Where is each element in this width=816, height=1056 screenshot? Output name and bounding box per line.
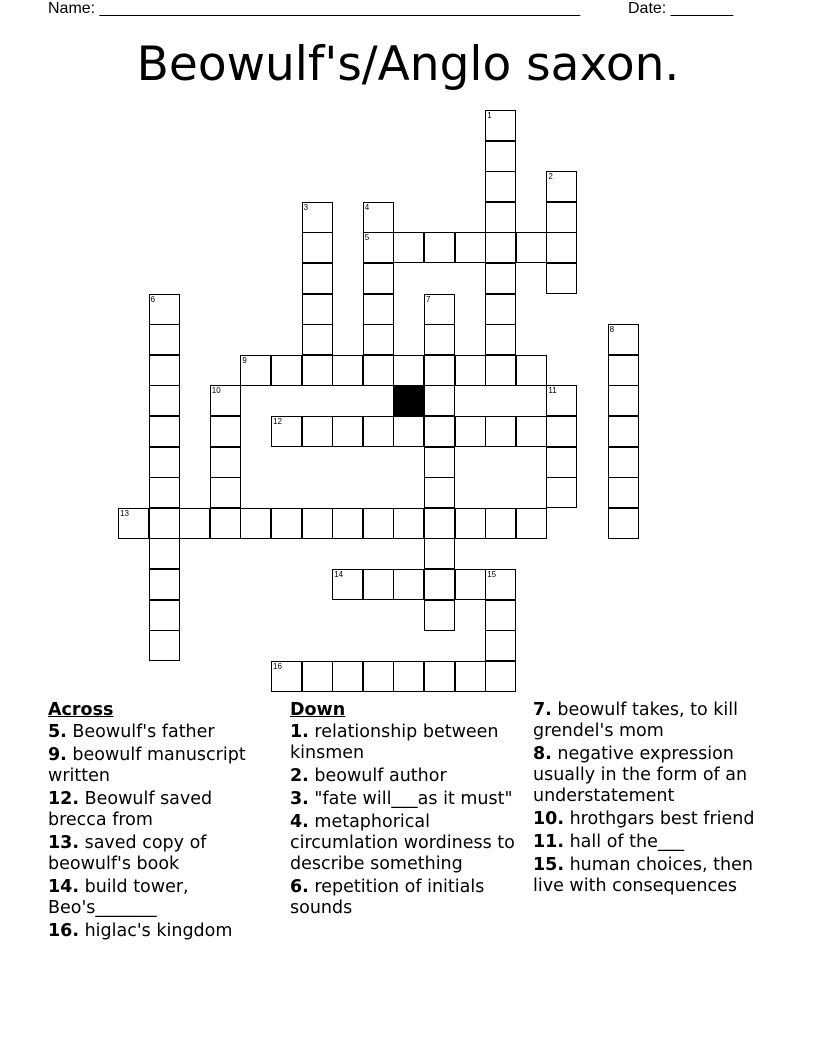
grid-cell[interactable]: [240, 508, 271, 539]
clue-item-number: 15.: [533, 855, 565, 875]
clue-number: 11: [548, 386, 557, 396]
grid-cell[interactable]: [546, 416, 577, 447]
grid-cell[interactable]: [363, 508, 394, 539]
clue-number: 16: [273, 661, 282, 671]
grid-cell[interactable]: [485, 232, 516, 263]
grid-cell[interactable]: [149, 477, 180, 508]
grid-cell[interactable]: [363, 202, 394, 233]
grid-cell[interactable]: [546, 232, 577, 263]
clue-number: 15: [487, 570, 497, 579]
grid-cell[interactable]: [424, 508, 455, 539]
clue-item-text: hall of the___: [569, 832, 685, 852]
clue-item-number: 3.: [290, 789, 309, 809]
grid-cell[interactable]: [608, 324, 639, 355]
clue-item: [48, 789, 273, 831]
clue-item-number: 16.: [48, 921, 80, 941]
grid-cell[interactable]: [149, 385, 180, 416]
grid-cell[interactable]: [455, 661, 486, 692]
clue-item: [290, 877, 515, 919]
grid-cell[interactable]: [149, 324, 180, 355]
clue-item: [48, 745, 273, 787]
clue-item: [48, 921, 273, 942]
grid-cell[interactable]: [424, 538, 455, 569]
grid-cell[interactable]: [516, 508, 547, 539]
grid-cell[interactable]: [393, 508, 424, 539]
clue-number: 14: [334, 570, 344, 579]
clue-item-text: human choices, then live with consequences: [533, 855, 753, 896]
clue-item: [48, 877, 273, 919]
clue-number: 6: [150, 294, 156, 304]
grid-cell[interactable]: [608, 477, 639, 508]
clue-item-text: negative expression usually in the form of an understatement: [533, 744, 748, 806]
across-heading: Across: [48, 700, 114, 720]
grid-cell[interactable]: [332, 508, 363, 539]
name-field[interactable]: Name: ______________________________________________________: [48, 0, 581, 17]
grid-cell[interactable]: [302, 508, 333, 539]
grid-cell[interactable]: [363, 232, 394, 263]
clue-item-number: 9.: [48, 745, 67, 765]
clue-item-text: higlac's kingdom: [84, 921, 233, 941]
grid-cell[interactable]: [608, 508, 639, 539]
date-field[interactable]: Date: _______: [628, 0, 733, 17]
grid-cell[interactable]: [485, 202, 516, 233]
grid-cell[interactable]: [485, 508, 516, 539]
grid-cell[interactable]: [424, 385, 455, 416]
grid-cell[interactable]: [149, 538, 180, 569]
grid-cell[interactable]: [302, 202, 333, 233]
grid-cell[interactable]: [485, 294, 516, 325]
grid-cell[interactable]: [485, 416, 516, 447]
grid-cell[interactable]: [149, 355, 180, 386]
grid-cell[interactable]: [240, 355, 271, 386]
clue-item-text: relationship between kinsmen: [290, 722, 499, 763]
grid-cell[interactable]: [363, 263, 394, 294]
grid-cell[interactable]: [424, 600, 455, 631]
clue-item-text: Beowulf saved brecca from: [48, 789, 213, 830]
down-clues-continued: [533, 700, 768, 899]
grid-cell[interactable]: [332, 355, 363, 386]
grid-cell[interactable]: [485, 110, 516, 141]
grid-cell[interactable]: [393, 661, 424, 692]
grid-cell[interactable]: [149, 447, 180, 478]
grid-cell[interactable]: [485, 569, 516, 600]
grid-cell[interactable]: [149, 416, 180, 447]
clue-item-number: 1.: [290, 722, 309, 742]
grid-cell[interactable]: [210, 385, 241, 416]
grid-cell[interactable]: [546, 171, 577, 202]
grid-cell[interactable]: [485, 263, 516, 294]
across-clues: [48, 700, 273, 944]
grid-cell[interactable]: [271, 355, 302, 386]
clue-item-text: beowulf manuscript written: [48, 745, 246, 786]
clue-number: 5: [364, 233, 370, 243]
clue-item: [48, 722, 273, 743]
grid-cell[interactable]: [546, 447, 577, 478]
grid-cell[interactable]: [393, 416, 424, 447]
clue-number: 13: [120, 508, 129, 518]
grid-cell[interactable]: [485, 630, 516, 661]
clue-item: [533, 832, 768, 853]
grid-cell[interactable]: [271, 508, 302, 539]
grid-cell[interactable]: [149, 569, 180, 600]
grid-cell[interactable]: [271, 416, 302, 447]
grid-cell[interactable]: [210, 477, 241, 508]
grid-cell[interactable]: [485, 661, 516, 692]
grid-cell[interactable]: [424, 416, 455, 447]
grid-cell[interactable]: [608, 385, 639, 416]
grid-cell[interactable]: [516, 232, 547, 263]
clue-item: [48, 833, 273, 875]
grid-cell[interactable]: [608, 447, 639, 478]
clue-item-text: repetition of initials sounds: [290, 877, 485, 918]
grid-cell[interactable]: [393, 569, 424, 600]
grid-cell[interactable]: [363, 569, 394, 600]
clue-item: [533, 744, 768, 807]
clue-item: [290, 789, 515, 810]
clue-item-number: 5.: [48, 722, 67, 742]
grid-cell[interactable]: [485, 171, 516, 202]
clue-number: 4: [364, 202, 370, 212]
grid-cell[interactable]: [363, 416, 394, 447]
grid-cell[interactable]: [485, 141, 516, 172]
grid-cell[interactable]: [363, 324, 394, 355]
grid-cell[interactable]: [332, 416, 363, 447]
clue-item-text: beowulf takes, to kill grendel's mom: [533, 700, 738, 741]
grid-cell[interactable]: [393, 355, 424, 386]
grid-cell[interactable]: [210, 508, 241, 539]
grid-cell[interactable]: [149, 630, 180, 661]
clue-number: 2: [548, 172, 553, 182]
grid-cell[interactable]: [424, 324, 455, 355]
clue-number: 12: [273, 417, 282, 426]
grid-cell[interactable]: [455, 569, 486, 600]
clue-item-number: 13.: [48, 833, 80, 853]
grid-cell[interactable]: [393, 232, 424, 263]
clue-item: [533, 809, 768, 830]
clue-item: [290, 722, 515, 764]
clue-item-text: "fate will___as it must": [314, 789, 513, 809]
clue-item-text: Beowulf's father: [72, 722, 215, 742]
clue-number: 7: [426, 294, 431, 304]
grid-cell[interactable]: [485, 355, 516, 386]
clue-number: 1: [487, 111, 492, 120]
page-title: Beowulf's/Anglo saxon.: [136, 37, 680, 92]
clue-item-number: 12.: [48, 789, 80, 809]
grid-cell[interactable]: [546, 385, 577, 416]
grid-cell[interactable]: [363, 355, 394, 386]
clue-item-number: 8.: [533, 744, 552, 764]
grid-cell[interactable]: [302, 232, 333, 263]
grid-cell[interactable]: [455, 232, 486, 263]
grid-cell[interactable]: [485, 600, 516, 631]
grid-cell[interactable]: [546, 202, 577, 233]
grid-cell[interactable]: [424, 569, 455, 600]
clue-item: [290, 812, 515, 875]
grid-cell[interactable]: [546, 477, 577, 508]
grid-cell[interactable]: [516, 355, 547, 386]
grid-cell[interactable]: [332, 569, 363, 600]
grid-cell[interactable]: [455, 355, 486, 386]
grid-cell[interactable]: [455, 416, 486, 447]
grid-cell[interactable]: [424, 447, 455, 478]
grid-cell[interactable]: [363, 661, 394, 692]
grid-cell[interactable]: [271, 661, 302, 692]
clue-item-number: 7.: [533, 700, 552, 720]
grid-cell[interactable]: [363, 294, 394, 325]
grid-cell[interactable]: [424, 355, 455, 386]
clue-item-number: 6.: [290, 877, 309, 897]
grid-cell[interactable]: [302, 263, 333, 294]
clue-item-number: 10.: [533, 809, 565, 829]
grid-cell[interactable]: [455, 508, 486, 539]
clue-item-text: beowulf author: [314, 766, 447, 786]
grid-cell[interactable]: [608, 355, 639, 386]
clue-item-text: hrothgars best friend: [569, 809, 755, 829]
clue-item: [533, 855, 768, 897]
grid-cell[interactable]: [149, 294, 180, 325]
grid-cell[interactable]: [516, 416, 547, 447]
grid-cell[interactable]: [118, 508, 149, 539]
grid-cell[interactable]: [179, 508, 210, 539]
clue-item-number: 2.: [290, 766, 309, 786]
down-clues: [290, 700, 515, 921]
grid-cell[interactable]: [424, 661, 455, 692]
grid-cell[interactable]: [302, 355, 333, 386]
clue-number: 3: [303, 202, 309, 212]
clue-number: 9: [242, 355, 247, 365]
clue-item: [533, 700, 768, 742]
clue-item: [290, 766, 515, 787]
clue-item-text: build tower, Beo's_______: [48, 877, 189, 918]
grid-cell[interactable]: [302, 324, 333, 355]
black-cell: [393, 385, 424, 416]
grid-cell[interactable]: [149, 600, 180, 631]
clue-number: 10: [211, 386, 221, 396]
grid-cell[interactable]: [546, 263, 577, 294]
grid-cell[interactable]: [302, 661, 333, 692]
clue-item-number: 11.: [533, 832, 565, 852]
down-heading: Down: [290, 700, 346, 720]
clue-item-number: 4.: [290, 812, 309, 832]
grid-cell[interactable]: [485, 324, 516, 355]
grid-cell[interactable]: [210, 416, 241, 447]
clue-number: 8: [609, 325, 615, 335]
grid-cell[interactable]: [424, 232, 455, 263]
grid-cell[interactable]: [608, 416, 639, 447]
grid-cell[interactable]: [210, 447, 241, 478]
clue-item-number: 14.: [48, 877, 80, 897]
grid-cell[interactable]: [424, 477, 455, 508]
grid-cell[interactable]: [424, 294, 455, 325]
clue-item-text: saved copy of beowulf's book: [48, 833, 207, 874]
grid-cell[interactable]: [332, 661, 363, 692]
grid-cell[interactable]: [149, 508, 180, 539]
grid-cell[interactable]: [302, 416, 333, 447]
clue-item-text: metaphorical circumlation wordiness to describe something: [290, 812, 515, 874]
grid-cell[interactable]: [302, 294, 333, 325]
